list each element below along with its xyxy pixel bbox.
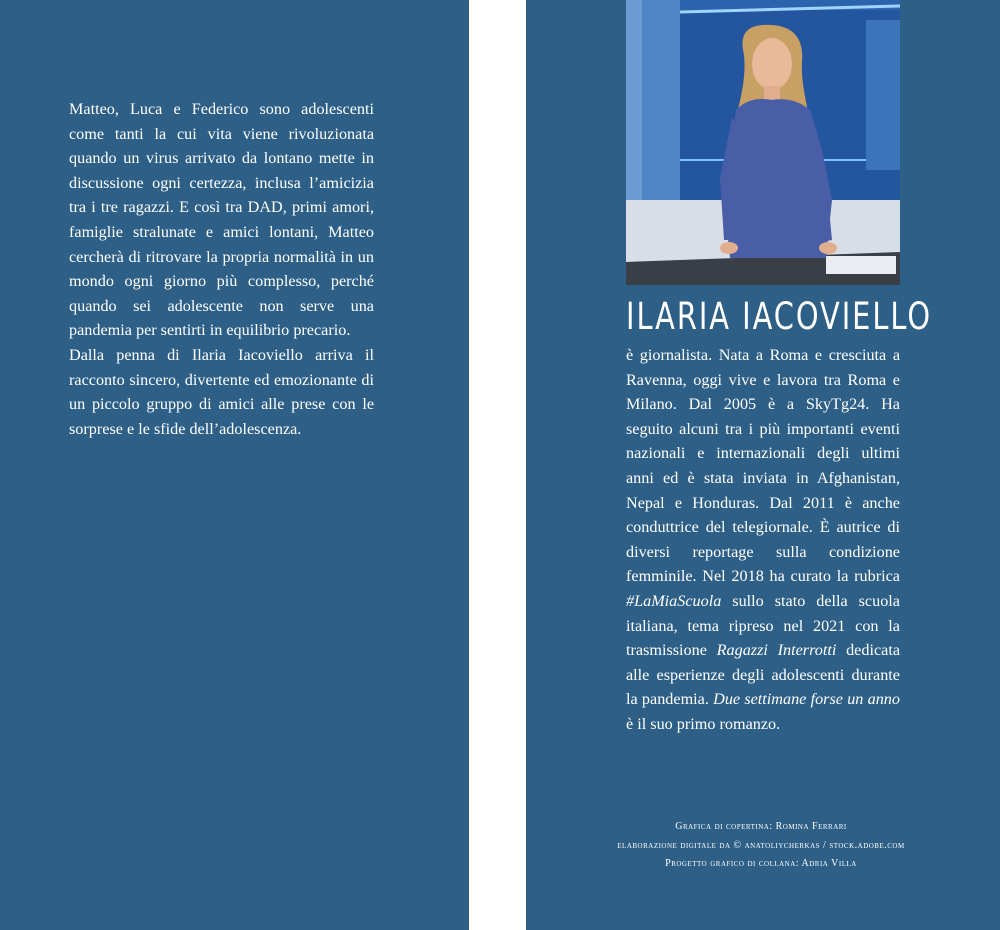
bio-italic-2: Ragazzi Interrotti: [716, 641, 837, 660]
bio-text-2: sullo stato della scuola italiana, tema ripreso nel 2021 con la trasmissione: [626, 591, 900, 660]
credit-cover-design: Grafica di copertina: Romina Ferrari: [675, 821, 847, 832]
back-cover-panel: [0, 0, 469, 930]
cover-credits: [600, 818, 922, 874]
bio-text-3: dedicata alle esperienze degli adolescenti durante la pandemia.: [626, 641, 900, 709]
bio-text-4: è il suo primo romanzo.: [626, 714, 781, 733]
credit-digital-elaboration: elaborazione digitale da © anatoliycherkas / stock.adobe.com: [617, 839, 905, 851]
synopsis-paragraph-2: Dalla penna di Ilaria Iacoviello arriva il racconto sincero, divertente ed emozionante di un piccolo gruppo di amici alle prese con le sorprese e le sfide dell’adolescenza.: [69, 345, 374, 438]
author-photo: [626, 0, 900, 285]
bio-text-1: è giornalista. Nata a Roma e cresciuta a Ravenna, oggi vive e lavora tra Roma e Milano. Dal 2005 è a SkyTg24. Ha seguito alcuni tra i più importanti eventi nazionali e internazionali degli ultimi anni ed è stata inviata in Afghanistan, Nepal e Honduras. Dal 2011 è anche conduttrice del telegiornale. È autrice di diversi reportage sulla condizione femminile. Nel 2018 ha curato la rubrica: [626, 346, 900, 586]
synopsis-paragraph-1: Matteo, Luca e Federico sono adolescenti come tanti la cui vita viene rivoluzionata quando un virus arrivato da lontano mette in discussione ogni certezza, inclusa l’amicizia tra i tre ragazzi. E così tra DAD, primi amori, famiglie stralunate e amici lontani, Matteo cercherà di ritrovare la propria normalità in un mondo ogni giorno più complesso, perché quando sei adolescente non serve una pandemia per sentirti in equilibrio precario.: [69, 100, 374, 340]
author-bio: [626, 343, 900, 737]
credit-series-design: Progetto grafico di collana: Adria Villa: [665, 858, 857, 869]
author-portrait-icon: [626, 0, 900, 285]
author-name: ILARIA IACOVIELLO: [626, 295, 933, 338]
bio-italic-1: #LaMiaScuola: [626, 591, 722, 610]
synopsis: [69, 97, 374, 441]
bio-italic-3: Due settimane forse un anno: [713, 690, 900, 709]
